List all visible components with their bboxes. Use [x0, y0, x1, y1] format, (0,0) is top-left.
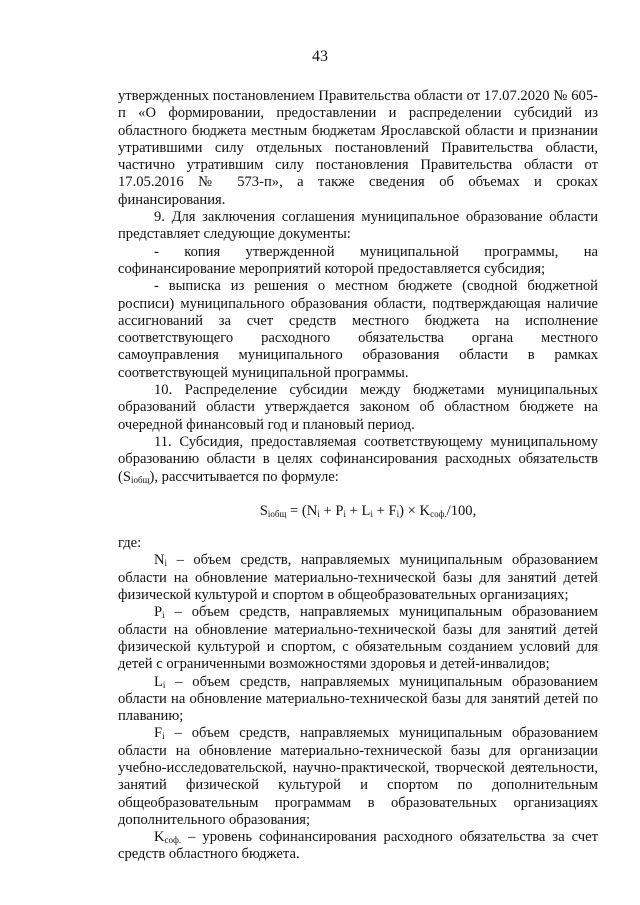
list-item-budget-extract: - выписка из решения о местном бюджете (сводной бюджетной росписи) муниципального образования области, подтверждающая наличие ассигнований за счет средств местного бюджета на исполнение соответствующего расходного обязательства органа местного самоуправления муниципального образования области в рамках соответствующей муниципальной программы. — [118, 278, 598, 381]
formula-f-subscript: i — [396, 508, 400, 519]
page-number: 43 — [312, 48, 328, 65]
symbol-f: F — [154, 725, 163, 742]
symbol-l: L — [154, 673, 163, 690]
formula — [118, 503, 598, 520]
definition-f — [118, 725, 598, 829]
definition-l-text: – объем средств, направляемых муниципальным образованием области на обновление материально-технической базы для занятий детей по плаванию; — [118, 673, 598, 725]
symbol-p: P — [154, 604, 163, 621]
paragraph-9: 9. Для заключения соглашения муниципальное образование области представляет следующие документы: — [118, 209, 598, 243]
document-body — [118, 88, 598, 864]
formula-k: ) × K — [399, 502, 431, 519]
definition-p — [118, 604, 598, 673]
symbol-n-subscript: i — [164, 558, 168, 569]
paragraph-11 — [118, 434, 598, 486]
symbol-f-subscript: i — [162, 731, 165, 742]
symbol-k-subscript: соф. — [164, 835, 182, 846]
definition-k-text: – уровень софинансирования расходного обязательства за счет средств областного бюджета. — [118, 829, 598, 863]
formula-k-subscript: соф. — [430, 508, 447, 519]
formula-p: + P — [319, 502, 344, 519]
list-item-program-copy: - копия утвержденной муниципальной программы, на софинансирование мероприятий которой предоставляется субсидия; — [118, 243, 598, 277]
definition-n-text: – объем средств, направляемых муниципальным образованием области на обновление материально-технической базы для занятий детей физической культурой и спортом в общеобразовательных организациях; — [118, 552, 598, 604]
definition-f-text: – объем средств, направляемых муниципальным образованием области на обновление материально-технической базы для организации учебно-исследовательской, научно-практической, творческой деятельности, занятий физической культурой и спортом по дополнительным общеобразовательным программам в образовательных организациях дополнительного образования; — [118, 725, 598, 828]
formula-s: S — [259, 502, 268, 519]
definition-k — [118, 829, 598, 864]
definition-n — [118, 552, 598, 604]
formula-n: = (N — [286, 502, 318, 519]
paragraph-11-end: ), рассчитывается по формуле: — [149, 468, 339, 485]
formula-f: + F — [372, 502, 397, 519]
formula-n-subscript: i — [317, 508, 320, 519]
symbol-l-subscript: i — [162, 679, 166, 690]
symbol-k: K — [154, 829, 165, 846]
paragraph-11-subscript: iобщ — [130, 474, 150, 485]
paragraph-11-text: 11. Субсидия, предоставляемая соответствующему муниципальному образованию области в целях софинансирования расходных обязательств (S — [118, 433, 598, 485]
formula-s-subscript: iобщ — [267, 508, 287, 519]
formula-l-subscript: i — [370, 508, 373, 519]
formula-l: + L — [346, 502, 371, 519]
paragraph-10: 10. Распределение субсидии между бюджетами муниципальных образований области утверждается законом об областном бюджете на очередной финансовый год и плановый период. — [118, 382, 598, 433]
formula-tail: /100, — [446, 502, 477, 519]
symbol-p-subscript: i — [162, 610, 165, 621]
paragraph-intro: утвержденных постановлением Правительства области от 17.07.2020 № 605-п «О формировании, предоставлении и распределении субсидий из областного бюджета местным бюджетам Ярославской области и признании утратившими силу отдельных постановлений Правительства области, частично утратившим силу постановления Правительства области от 17.05.2016 № 573-п», а также сведения об объемах и сроках финансирования. — [118, 88, 598, 208]
symbol-n: N — [154, 552, 165, 569]
definition-p-text: – объем средств, направляемых муниципальным образованием области на обновление материально-технической базы для занятий детей физической культурой и спортом, с обязательным созданием условий для детей с ограниченными возможностями здоровья и детей-инвалидов; — [118, 604, 598, 673]
formula-p-subscript: i — [343, 508, 346, 519]
definition-l — [118, 674, 598, 726]
where-label: где: — [118, 535, 142, 552]
